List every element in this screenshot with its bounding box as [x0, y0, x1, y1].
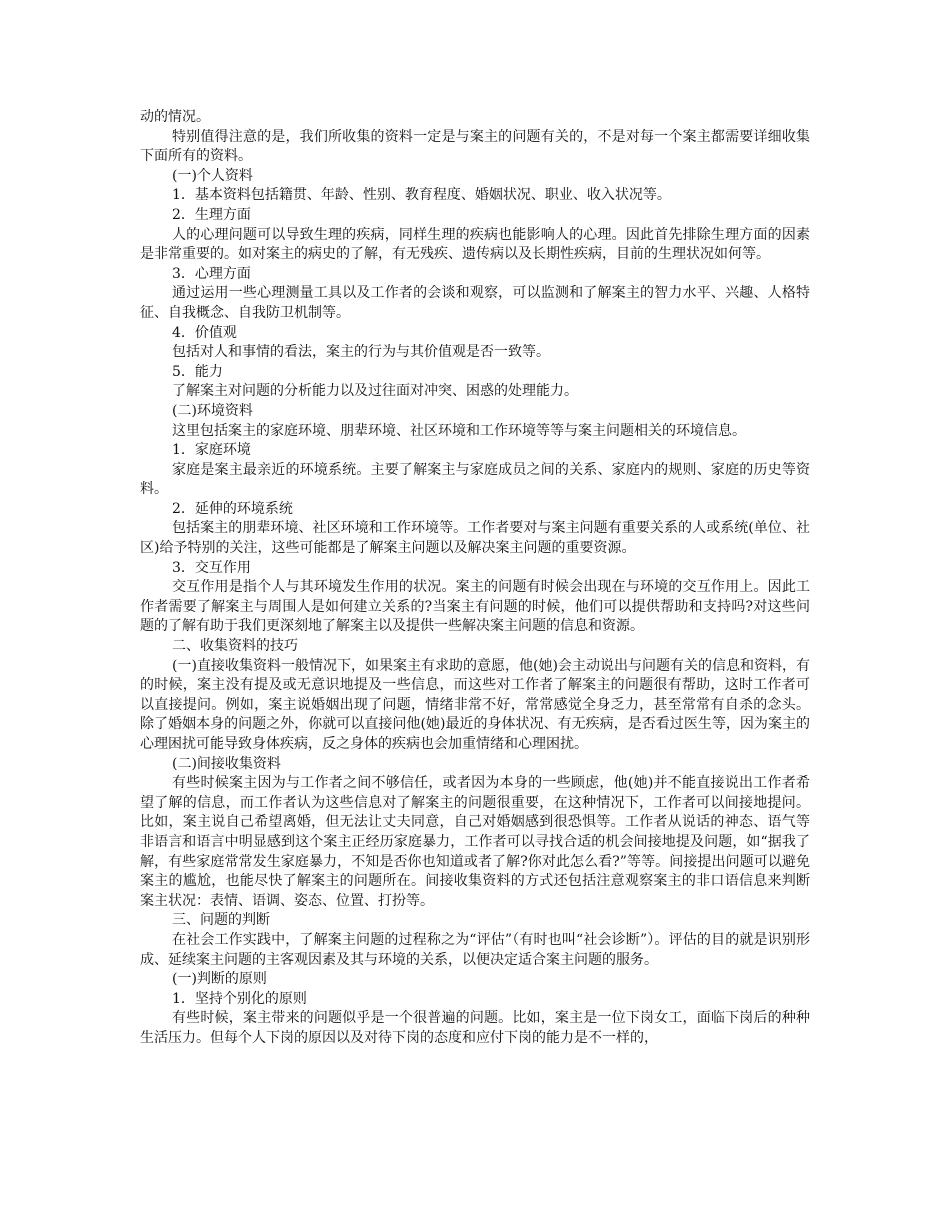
paragraph: 2．延伸的环境系统: [172, 500, 293, 517]
paragraph: (一)个人资料: [172, 167, 253, 184]
paragraph: 二、收集资料的技巧: [172, 638, 298, 655]
paragraph: 家庭是案主最亲近的环境系统。主要了解案主与家庭成员之间的关系、家庭内的规则、家庭的历史等资料。: [140, 461, 810, 498]
paragraph: 有些时候，案主带来的问题似乎是一个很普遍的问题。比如，案主是一位下岗女工，面临下岗后的种种生活压力。但每个人下岗的原因以及对待下岗的态度和应付下岗的能力是不一样的，: [140, 1010, 810, 1046]
paragraph: 有些时候案主因为与工作者之间不够信任，或者因为本身的一些顾虑，他(她)并不能直接说出工作者希望了解的信息，而工作者认为这些信息对了解案主的问题很重要，在这种情况下，工作者可以间接地提问。比如，案主说自己希望离婚，但无法让丈夫同意，自己对婚姻感到很恐惧等。工作者从说话的神态、语气等非语言和语言中明显感到这个案主正经历家庭暴力，工作者可以寻找合适的机会间接地提及问题，如“据我了解，有些家庭常常发生家庭暴力，不知是否你也知道或者了解?你对此怎么看?”等等。间接提出问题可以避免案主的尴尬，也能尽快了解案主的问题所在。间接收集资料的方式还包括注意观察案主的非口语信息来判断案主状况：表情、语调、姿态、位置、打扮等。: [140, 775, 810, 909]
paragraph: 包括案主的朋辈环境、社区环境和工作环境等。工作者要对与案主问题有重要关系的人或系统(单位、社区)给予特别的关注，这些可能都是了解案主问题以及解决案主问题的重要资源。: [140, 520, 810, 557]
paragraph: 这里包括案主的家庭环境、朋辈环境、社区环境和工作环境等等与案主问题相关的环境信息。: [172, 422, 746, 439]
paragraph: 5．能力: [172, 363, 223, 380]
paragraph: 通过运用一些心理测量工具以及工作者的会谈和观察，可以监测和了解案主的智力水平、兴趣、人格特征、自我概念、自我防卫机制等。: [140, 285, 810, 321]
paragraph: 2．生理方面: [172, 206, 251, 223]
paragraph: 1．基本资料包括籍贯、年龄、性别、教育程度、婚姻状况、职业、收入状况等。: [172, 187, 671, 204]
paragraph: 动的情况。: [140, 109, 210, 125]
paragraph: 特别值得注意的是，我们所收集的资料一定是与案主的问题有关的，不是对每一个案主都需要详细收集下面所有的资料。: [140, 128, 810, 165]
paragraph: (二)环境资料: [172, 402, 253, 419]
paragraph: 包括对人和事情的看法，案主的行为与其价值观是否一致等。: [172, 344, 550, 361]
paragraph: (一)判断的原则: [172, 971, 267, 988]
paragraph: 了解案主对问题的分析能力以及过往面对冲突、困惑的处理能力。: [172, 383, 578, 400]
paragraph: 人的心理问题可以导致生理的疾病，同样生理的疾病也能影响人的心理。因此首先排除生理方面的因素是非常重要的。如对案主的病史的了解，有无残疾、遗传病以及长期性疾病，目前的生理状况如何等。: [140, 226, 810, 263]
paragraph: 1．家庭环境: [172, 442, 251, 459]
paragraph: 三、问题的判断: [172, 912, 270, 929]
paragraph: 4．价值观: [172, 324, 237, 341]
paragraph: 在社会工作实践中，了解案主问题的过程称之为“评估”（有时也叫“社会诊断”）。评估的目的就是识别形成、延续案主问题的主客观因素及其与环境的关系，以便决定适合案主问题的服务。: [140, 931, 810, 968]
paragraph: 1．坚持个别化的原则: [172, 990, 307, 1007]
paragraph: 3．交互作用: [172, 559, 251, 576]
paragraph: 3．心理方面: [172, 265, 251, 282]
paragraph: (一)直接收集资料一般情况下，如果案主有求助的意愿，他(她)会主动说出与问题有关的信息和资料，有的时候，案主没有提及或无意识地提及一些信息，而这些对工作者了解案主的问题很有帮助，这时工作者可以直接提问。例如，案主说婚姻出现了问题，情绪非常不好，常常感觉全身乏力，甚至常常有自杀的念头。除了婚姻本身的问题之外，你就可以直接问他(她)最近的身体状况、有无疾病，是否看过医生等，因为案主的心理困扰可能导致身体疾病，反之身体的疾病也会加重情绪和心理困扰。: [140, 657, 810, 752]
paragraph: (二)间接收集资料: [172, 755, 281, 772]
paragraph: 交互作用是指个人与其环境发生作用的状况。案主的问题有时候会出现在与环境的交互作用上。因此工作者需要了解案主与周围人是如何建立关系的?当案主有问题的时候，他们可以提供帮助和支持吗?对这些问题的了解有助于我们更深刻地了解案主以及提供一些解决案主问题的信息和资源。: [140, 579, 810, 635]
